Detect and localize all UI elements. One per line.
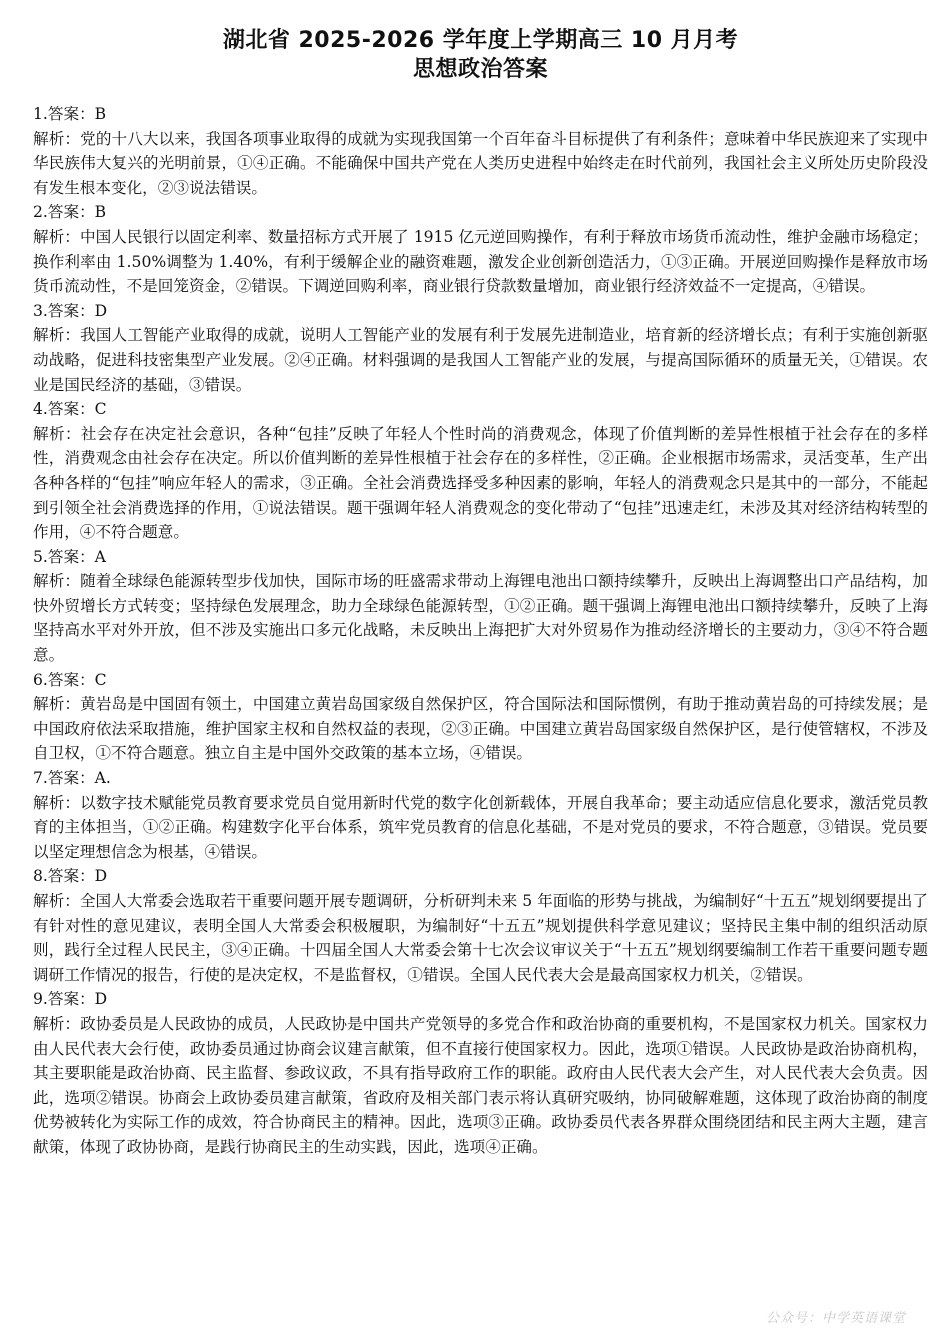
answer-item-3 xyxy=(33,299,928,397)
answer-line: 2.答案：B xyxy=(33,203,107,222)
answer-line: 7.答案：A. xyxy=(33,769,111,788)
explanation-text: 解析：我国人工智能产业取得的成就，说明人工智能产业的发展有利于发展先进制造业，培育新的经济增长点；有利于实施创新驱动战略，促进科技密集型产业发展。②④正确。材料强调的是我国人工智能产业的发展，与提高国际循环的质量无关，①错误。农业是国民经济的基础，③错误。 xyxy=(33,326,928,394)
explanation-text: 解析：以数字技术赋能党员教育要求党员自觉用新时代党的数字化创新载体，开展自我革命；要主动适应信息化要求，激活党员教育的主体担当，①②正确。构建数字化平台体系，筑牢党员教育的信息化基础，不是对党员的要求，不符合题意，③错误。党员要以坚定理想信念为根基，④错误。 xyxy=(33,793,928,861)
explanation-text: 解析：党的十八大以来，我国各项事业取得的成就为实现我国第一个百年奋斗目标提供了有利条件；意味着中华民族迎来了实现中华民族伟大复兴的光明前景，①④正确。不能确保中国共产党在人类历史进程中始终走在时代前列，我国社会主义所处历史阶段没有发生根本变化，②③说法错误。 xyxy=(33,129,928,197)
explanation-text: 解析：中国人民银行以固定利率、数量招标方式开展了 1915 亿元逆回购操作，有利于释放市场货币流动性，维护金融市场稳定；换作利率由 1.50%调整为 1.40%，有利于缓解企业的融资难题，激发企业创新创造活力，①③正确。开展逆回购操作是释放市场货币流动性，不是回笼资金，②错误。下调逆回购利率，商业银行贷款数量增加，商业银行经济效益不一定提高，④错误。 xyxy=(33,227,928,296)
answer-line: 4.答案：C xyxy=(33,400,107,419)
answer-line: 1.答案：B xyxy=(33,105,107,123)
answer-line: 8.答案：D xyxy=(33,867,108,886)
answer-line: 6.答案：C xyxy=(33,670,107,689)
answer-item-5 xyxy=(33,545,928,668)
answer-item-2 xyxy=(33,200,928,298)
answer-item-7 xyxy=(33,766,928,864)
answer-item-4 xyxy=(33,397,928,545)
explanation-text: 解析：全国人大常委会选取若干重要问题开展专题调研，分析研判未来 5 年面临的形势与挑战，为编制好“十五五”规划纲要提出了有针对性的意见建议，表明全国人大常委会积极履职，为编制好“十五五”规划提供科学意见建议；坚持民主集中制的组织活动原则，践行全过程人民民主，③④正确。十四届全国人大常委会第十七次会议审议关于“十五五”规划纲要编制工作若干重要问题专题调研工作情况的报告，行使的是决定权，不是监督权，①错误。全国人民代表大会是最高国家权力机关，②错误。 xyxy=(33,892,928,984)
explanation-text: 解析：黄岩岛是中国固有领土，中国建立黄岩岛国家级自然保护区，符合国际法和国际惯例，有助于推动黄岩岛的可持续发展；是中国政府依法采取措施，维护国家主权和自然权益的表现，②③正确。中国建立黄岩岛国家级自然保护区，是行使管辖权，不涉及自卫权，①不符合题意。独立自主是中国外交政策的基本立场，④错误。 xyxy=(33,695,928,763)
answer-line: 3.答案：D xyxy=(33,301,108,320)
document-title: 湖北省 2025-2026 学年度上学期高三 10 月月考 xyxy=(222,28,739,53)
answer-item-1 xyxy=(33,102,928,200)
explanation-text: 解析：随着全球绿色能源转型步伐加快，国际市场的旺盛需求带动上海锂电池出口额持续攀升，反映出上海调整出口产品结构，加快外贸增长方式转变；坚持绿色发展理念，助力全球绿色能源转型，①②正确。题干强调上海锂电池出口额持续攀升，反映了上海坚持高水平对外开放，但不涉及实施出口多元化战略，未反映出上海把扩大对外贸易作为推动经济增长的主要动力，③④不符合题意。 xyxy=(33,572,928,665)
explanation-text: 解析：政协委员是人民政协的成员，人民政协是中国共产党领导的多党合作和政治协商的重要机构，不是国家权力机关。国家权力由人民代表大会行使，政协委员通过协商会议建言献策，但不直接行使国家权力。因此，选项①错误。人民政协是政治协商机构，其主要职能是政治协商、民主监督、参政议政，不具有指导政府工作的职能。政府由人民代表大会产生，对人民代表大会负责。因此，选项②错误。协商会上政协委员建言献策，省政府及相关部门表示将认真研究吸纳，协同破解难题，这体现了政治协商的制度优势被转化为实际工作的成效，符合协商民主的精神。因此，选项③正确。政协委员代表各界群众围绕团结和民主两大主题，建言献策，体现了政协协商，是践行协商民主的生动实践，因此，选项④正确。 xyxy=(33,1014,928,1156)
answer-item-9 xyxy=(33,987,928,1159)
document-subtitle: 思想政治答案 xyxy=(412,57,548,82)
answer-item-8 xyxy=(33,864,928,987)
answer-line: 9.答案：D xyxy=(33,990,108,1009)
answer-item-6 xyxy=(33,668,928,766)
explanation-text: 解析：社会存在决定社会意识，各种“包挂”反映了年轻人个性时尚的消费观念，体现了价值判断的差异性根植于社会存在的多样性，消费观念由社会存在决定。所以价值判断的差异性根植于社会存在的多样性，②正确。企业根据市场需求，灵活变革，生产出各种各样的“包挂”响应年轻人的需求，③正确。全社会消费选择受多种因素的影响，年轻人的消费观念只是其中的一部分，不能起到引领全社会消费选择的作用，①说法错误。题干强调年轻人消费观念的变化带动了“包挂”迅速走红，未涉及其对经济结构转型的作用，④不符合题意。 xyxy=(33,424,928,542)
watermark-text: 公众号：中学英语课堂 xyxy=(765,1311,906,1326)
answer-line: 5.答案：A xyxy=(33,547,106,566)
